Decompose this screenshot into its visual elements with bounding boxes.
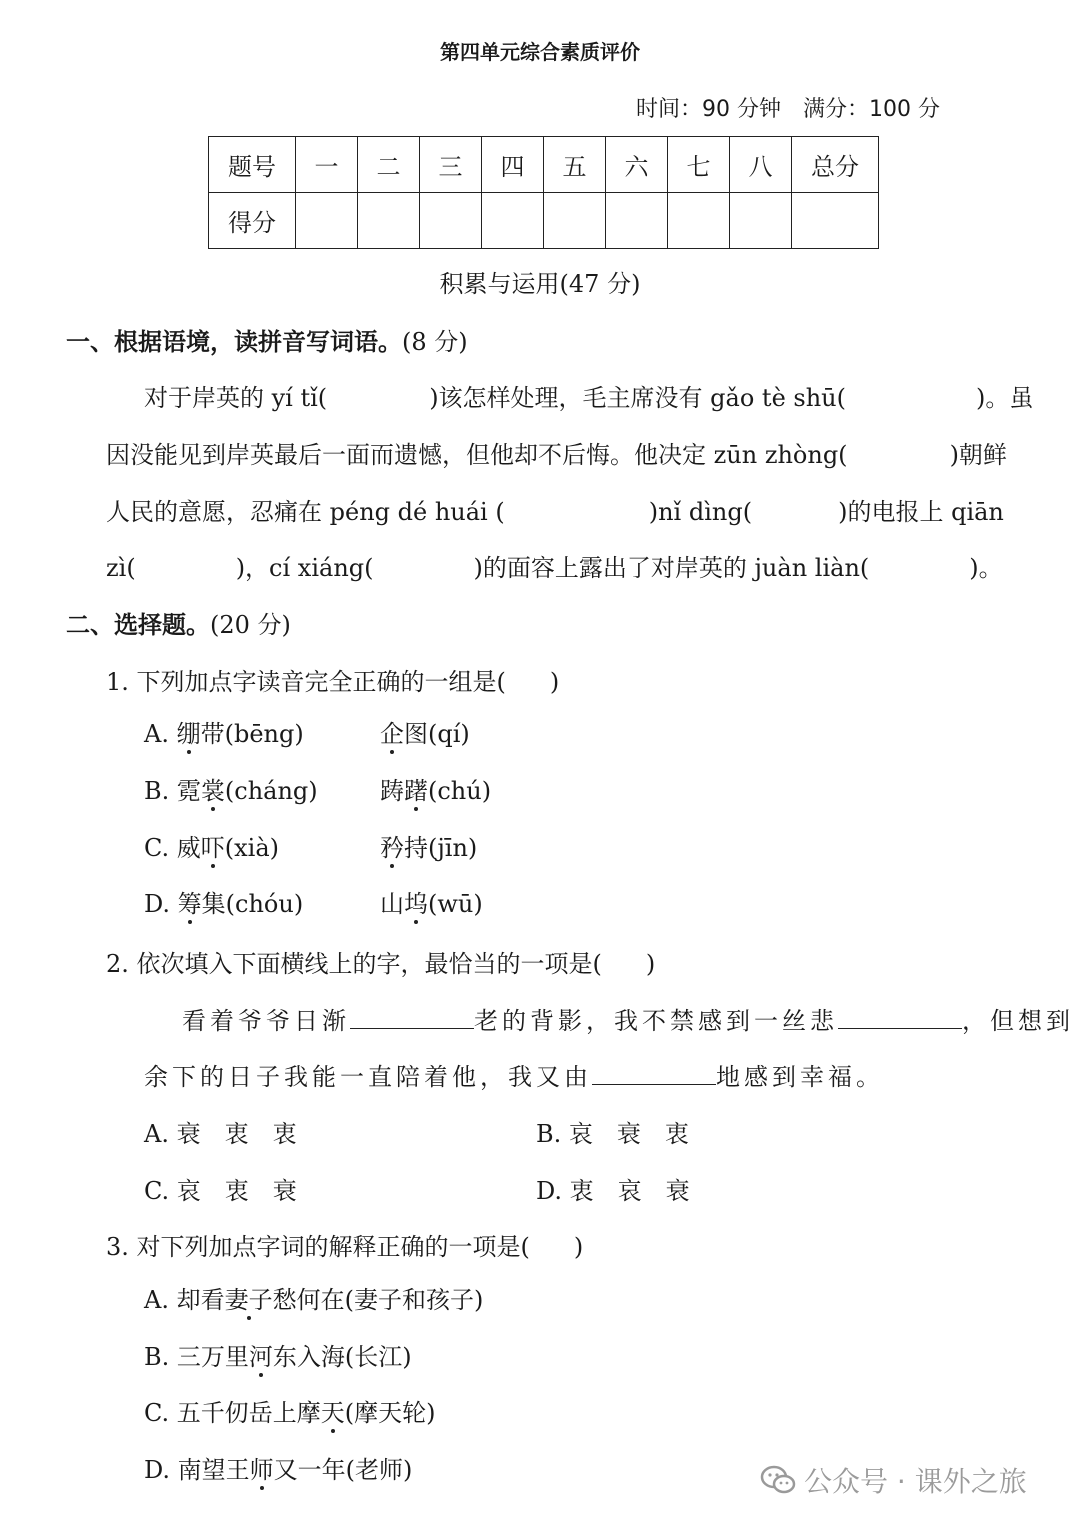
question-1-stem: 1. 下列加点字读音完全正确的一组是( ) [106,668,560,696]
q2-option-a[interactable]: A. 衰 衷 衷 [144,1120,297,1148]
score-cell[interactable] [482,193,544,249]
section-1-heading [66,322,468,357]
q1-option-d-word-2: 山坞(wū) [380,890,483,918]
wechat-icon [760,1465,796,1495]
q2-option-d[interactable]: D. 衷 哀 衰 [536,1177,690,1205]
header-cell: 五 [544,137,606,193]
header-cell: 六 [606,137,668,193]
watermark-text: 公众号 · 课外之旅 [804,1465,1027,1498]
fill-blank[interactable] [350,1006,474,1029]
score-table [208,136,879,249]
fill-blank[interactable] [592,1062,716,1085]
section-2-heading [66,605,291,640]
section-1-line-2: 因没能见到岸英最后一面而遗憾，但他却不后悔。他决定 zūn zhòng( )朝鲜 [106,441,1007,469]
section-1-title: 一、根据语境，读拼音写词语。 [66,327,402,356]
q2-option-b[interactable]: B. 哀 衰 衷 [536,1120,689,1148]
header-cell: 三 [420,137,482,193]
score-cell[interactable] [668,193,730,249]
header-cell: 总分 [792,137,879,193]
section-2-points: (20 分) [210,611,291,639]
q1-option-b-word-2: 踌躇(chú) [380,777,492,805]
score-cell[interactable] [606,193,668,249]
question-2-stem: 2. 依次填入下面横线上的字，最恰当的一项是( ) [106,950,656,978]
score-cell[interactable] [730,193,792,249]
q1-option-d[interactable]: D. 筹集(chóu) [144,890,304,918]
q3-option-a[interactable]: A. 却看妻子愁何在(妻子和孩子) [144,1286,484,1314]
header-cell: 二 [358,137,420,193]
part-subtitle: 积累与运用(47 分) [439,270,641,298]
time-limit: 时间：90 分钟 [636,97,781,122]
q1-option-a-word-2: 企图(qí) [380,720,470,748]
score-table-header-row [209,137,879,193]
q2-option-c[interactable]: C. 哀 衷 衰 [144,1177,297,1205]
score-cell[interactable] [792,193,879,249]
q1-option-a[interactable]: A. 绷带(bēng) [144,720,304,748]
score-table-score-row [209,193,879,249]
full-score: 满分：100 分 [803,97,940,122]
q3-option-c[interactable]: C. 五千仞岳上摩天(摩天轮) [144,1399,436,1427]
watermark [760,1460,1027,1500]
question-2-passage-line-2: 余下的日子我能一直陪着他，我又由 地感到幸福。 [144,1063,884,1091]
q1-option-c-word-2: 矜持(jīn) [380,834,478,862]
section-1-points: (8 分) [402,328,468,356]
score-cell[interactable] [358,193,420,249]
q3-option-d[interactable]: D. 南望王师又一年(老师) [144,1456,413,1484]
fill-blank[interactable] [838,1006,962,1029]
header-cell: 四 [482,137,544,193]
page-title: 第四单元综合素质评价 [440,40,640,64]
section-1-line-3: 人民的意愿，忍痛在 péng dé huái ( )nǐ dìng( )的电报上 qiān [106,498,1004,526]
score-cell[interactable] [296,193,358,249]
score-cell[interactable] [544,193,606,249]
section-2-title: 二、选择题。 [66,610,210,639]
row-label: 得分 [209,193,296,249]
section-1-line-4: zì( )，cí xiáng( )的面容上露出了对岸英的 juàn liàn( )。 [106,554,1003,582]
section-1-line-1: 对于岸英的 yí tǐ( )该怎样处理，毛主席没有 gǎo tè shū( )。虽 [144,384,1034,412]
header-cell: 题号 [209,137,296,193]
header-cell: 一 [296,137,358,193]
header-cell: 八 [730,137,792,193]
question-2-passage-line-1: 看着爷爷日渐 老的背影，我不禁感到一丝悲 ，但想到 [182,1007,1074,1035]
exam-meta [636,92,962,123]
question-3-stem: 3. 对下列加点字词的解释正确的一项是( ) [106,1233,584,1261]
header-cell: 七 [668,137,730,193]
q1-option-c[interactable]: C. 威吓(xià) [144,834,280,862]
q1-option-b[interactable]: B. 霓裳(cháng) [144,777,318,805]
q3-option-b[interactable]: B. 三万里河东入海(长江) [144,1343,412,1371]
score-cell[interactable] [420,193,482,249]
